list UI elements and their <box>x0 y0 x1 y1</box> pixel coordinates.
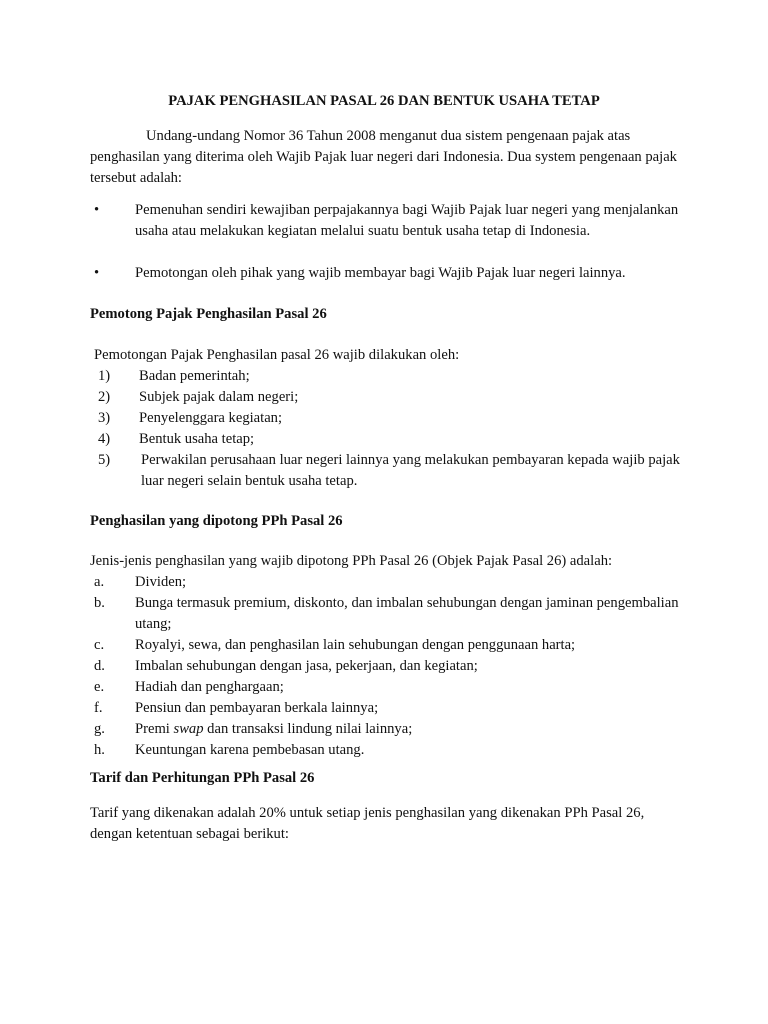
bullet-list <box>90 200 680 284</box>
list-item-text <box>135 719 680 740</box>
section-heading: Penghasilan yang dipotong PPh Pasal 26 <box>90 513 343 529</box>
list-item-text: Pemenuhan sendiri kewajiban perpajakannya bagi Wajib Pajak luar negeri yang menjalankan usaha atau melakukan kegiatan melalui suatu bentuk usaha tetap di Indonesia. <box>135 202 679 239</box>
list-item-text: Pensiun dan pembayaran berkala lainnya; <box>135 700 379 716</box>
bullet-marker: • <box>94 202 100 218</box>
section-lead: Jenis-jenis penghasilan yang wajib dipotong PPh Pasal 26 (Objek Pajak Pasal 26) adalah: <box>90 553 613 569</box>
list-item-text: Dividen; <box>135 574 187 590</box>
list-item <box>90 677 680 698</box>
list-marker: 5) <box>98 452 111 468</box>
list-item <box>90 263 680 284</box>
list-marker: f. <box>94 700 103 716</box>
numbered-list <box>90 345 680 492</box>
list-item <box>90 450 680 492</box>
list-item-text: Perwakilan perusahaan luar negeri lainnya yang melakukan pembayaran kepada wajib pajak luar negeri selain bentuk usaha tetap. <box>141 452 680 489</box>
list-item-text-part: dan transaksi lindung nilai lainnya; <box>203 721 413 737</box>
list-item-text: Royalyi, sewa, dan penghasilan lain sehubungan dengan penggunaan harta; <box>135 637 576 653</box>
list-item <box>90 740 680 761</box>
list-item <box>90 408 680 429</box>
list-item <box>90 429 680 450</box>
list-marker: 4) <box>98 431 111 447</box>
list-item-text: Badan pemerintah; <box>139 368 250 384</box>
list-item <box>90 719 680 740</box>
list-item-text: Subjek pajak dalam negeri; <box>139 389 299 405</box>
list-item <box>90 593 680 635</box>
list-item <box>90 635 680 656</box>
bullet-marker: • <box>94 265 100 281</box>
list-item-text: Pemotongan oleh pihak yang wajib membayar bagi Wajib Pajak luar negeri lainnya. <box>135 265 626 281</box>
list-item <box>90 656 680 677</box>
list-marker: 3) <box>98 410 111 426</box>
list-item-text-part: Premi <box>135 721 174 737</box>
list-item-text: Imbalan sehubungan dengan jasa, pekerjaan, dan kegiatan; <box>135 658 478 674</box>
section-heading: Pemotong Pajak Penghasilan Pasal 26 <box>90 306 327 322</box>
list-item <box>90 200 680 263</box>
list-item <box>90 572 680 593</box>
intro-paragraph: Undang-undang Nomor 36 Tahun 2008 menganut dua sistem pengenaan pajak atas penghasilan yang diterima oleh Wajib Pajak luar negeri dari Indonesia. Dua system pengenaan pajak tersebut adalah: <box>90 128 677 186</box>
list-marker: 1) <box>98 368 111 384</box>
section-lead: Pemotongan Pajak Penghasilan pasal 26 wajib dilakukan oleh: <box>94 347 460 363</box>
document-title: PAJAK PENGHASILAN PASAL 26 DAN BENTUK USAHA TETAP <box>168 93 600 109</box>
list-item-text: Bentuk usaha tetap; <box>139 431 255 447</box>
list-item <box>90 387 680 408</box>
list-marker: h. <box>94 742 105 758</box>
section-heading: Tarif dan Perhitungan PPh Pasal 26 <box>90 770 315 786</box>
list-item-text: Penyelenggara kegiatan; <box>139 410 283 426</box>
list-item <box>90 698 680 719</box>
lettered-list <box>90 551 680 761</box>
section-lead: Tarif yang dikenakan adalah 20% untuk setiap jenis penghasilan yang dikenakan PPh Pasal 26, dengan ketentuan sebagai berikut: <box>90 805 645 842</box>
list-marker: e. <box>94 679 105 695</box>
list-marker: g. <box>94 721 105 737</box>
list-marker: d. <box>94 658 105 674</box>
list-marker: c. <box>94 637 105 653</box>
list-marker: b. <box>94 595 105 611</box>
list-marker: 2) <box>98 389 111 405</box>
list-item-text: Keuntungan karena pembebasan utang. <box>135 742 365 758</box>
list-item <box>90 366 680 387</box>
list-item-text: Hadiah dan penghargaan; <box>135 679 284 695</box>
list-item-text: Bunga termasuk premium, diskonto, dan imbalan sehubungan dengan jaminan pengembalian utang; <box>135 595 679 632</box>
list-marker: a. <box>94 574 105 590</box>
italic-term: swap <box>173 721 204 737</box>
